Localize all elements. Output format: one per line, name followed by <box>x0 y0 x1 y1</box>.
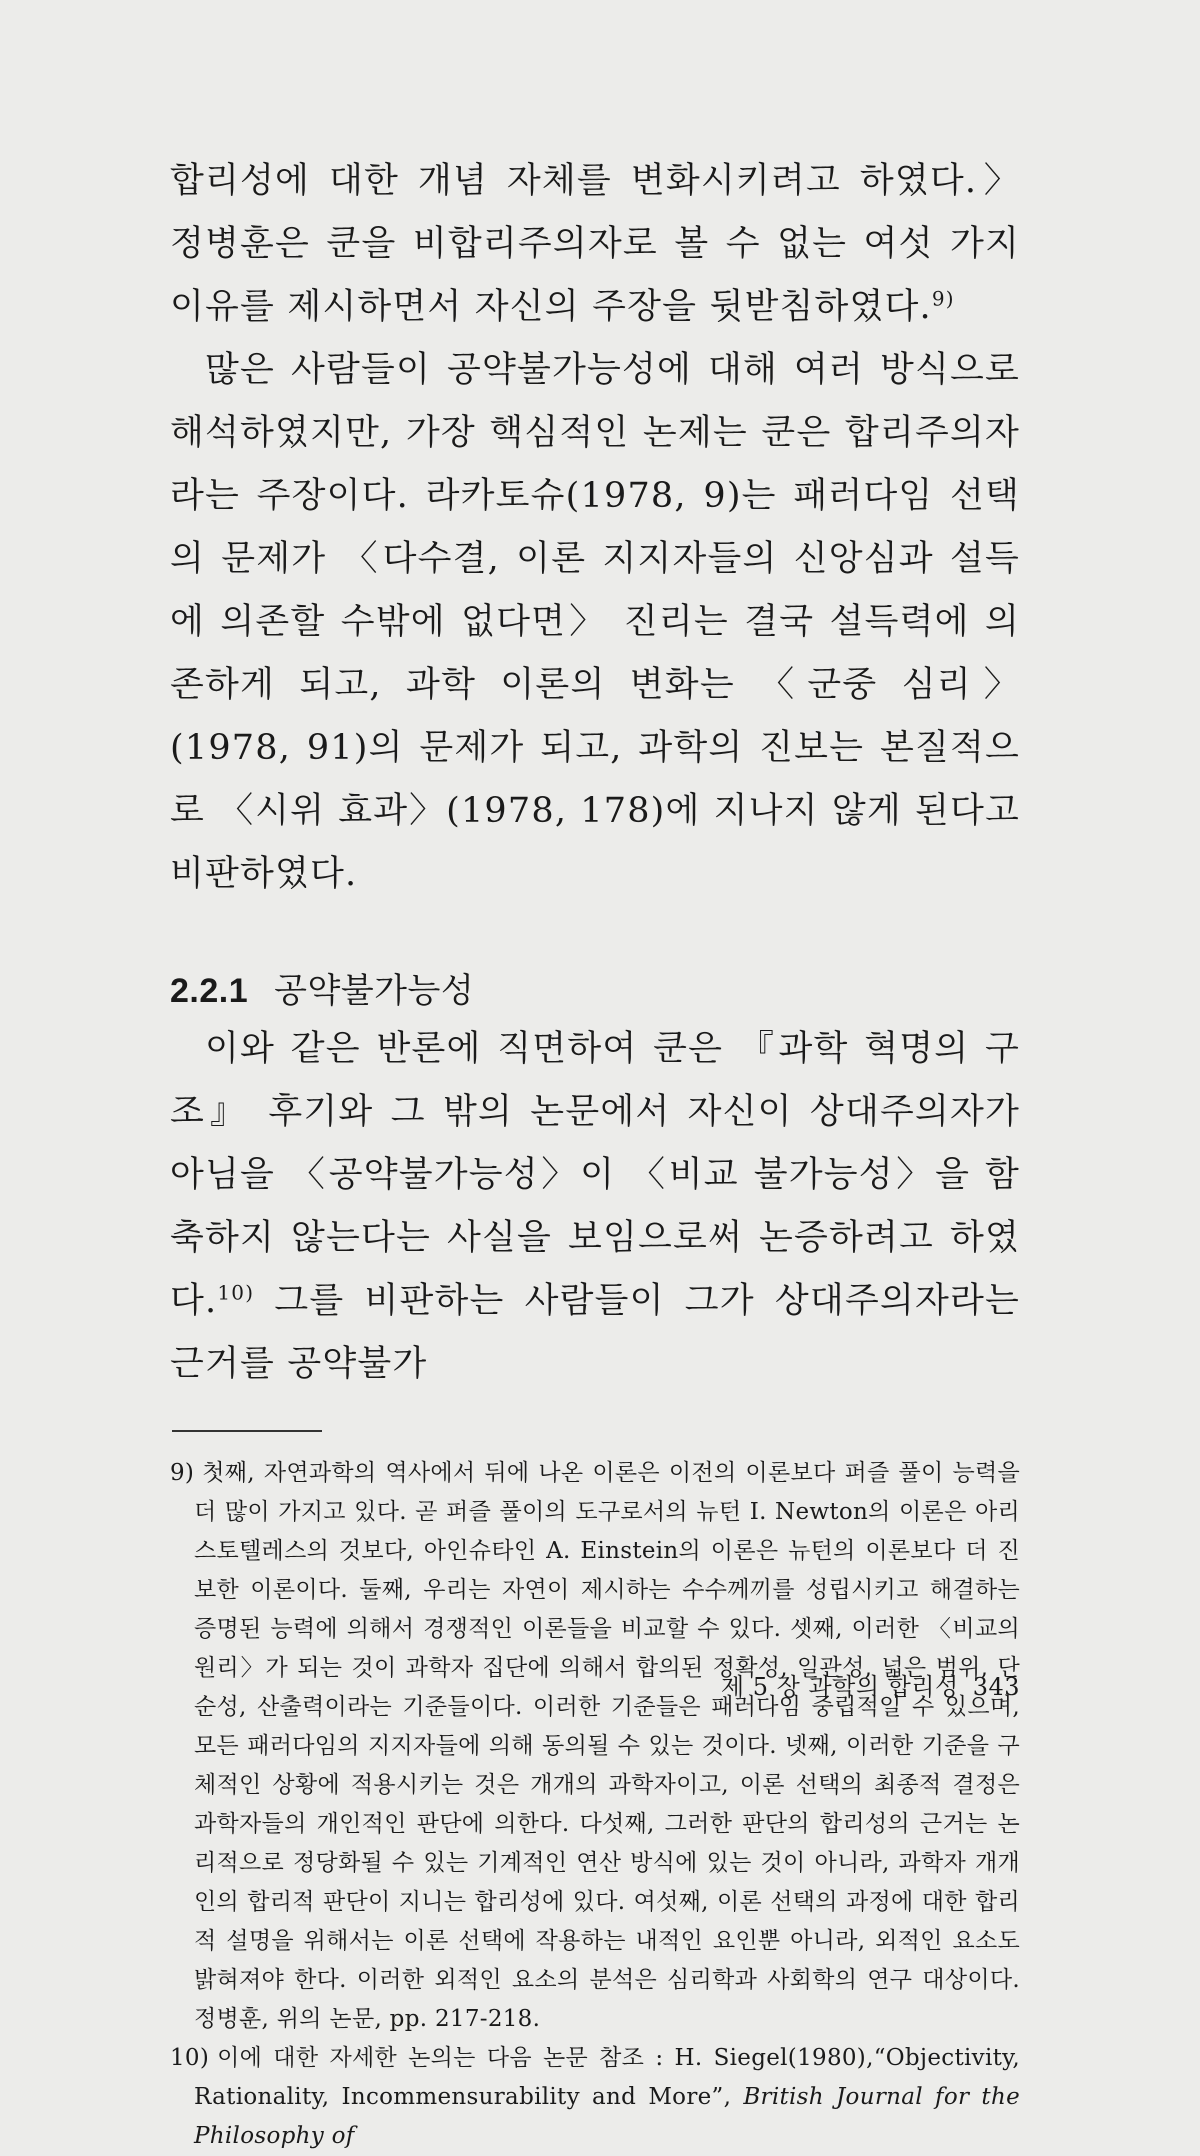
body-paragraph-1-text: 합리성에 대한 개념 자체를 변화시키려고 하였다.〉 정병훈은 쿤을 비합리주의자로 볼 수 없는 여섯 가지 이유를 제시하면서 자신의 주장을 뒷받침하였다. <box>170 161 1020 327</box>
footnote-divider <box>172 1430 322 1432</box>
footnote-10 <box>170 2039 1020 2156</box>
footnote-10-text: 이에 대한 자세한 논의는 다음 논문 참조 : H. Siegel(1980),“Objectivity, Rationality, Incommensurability and More”, <box>194 2045 1020 2110</box>
section-paragraph-text-a: 이와 같은 반론에 직면하여 쿤은 『과학 혁명의 구조』 후기와 그 밖의 논문에서 자신이 상대주의자가 아님을 〈공약불가능성〉이 〈비교 불가능성〉을 함축하지 않는다는 사실을 보임으로써 논증하려고 하였다. <box>170 1029 1020 1321</box>
section-title: 공약불가능성 <box>274 971 475 1011</box>
page-footer <box>721 1672 1020 1702</box>
body-paragraph-1 <box>170 150 1020 339</box>
section-number: 2.2.1 <box>170 972 249 1010</box>
footnote-10-mark: 10) <box>170 2045 210 2071</box>
footnote-ref-9: 9) <box>931 286 955 311</box>
footnote-9 <box>170 1454 1020 2039</box>
section-heading <box>170 966 1020 1016</box>
footnote-9-mark: 9) <box>170 1460 195 1486</box>
footnote-9-text: 첫째, 자연과학의 역사에서 뒤에 나온 이론은 이전의 이론보다 퍼즐 풀이 능력을 더 많이 가지고 있다. 곧 퍼즐 풀이의 도구로서의 뉴턴 I. Newton의 이론은 아리스토텔레스의 것보다, 아인슈타인 A. Einstein의 이론은 뉴턴의 이론보다 더 진보한 이론이다. 둘째, 우리는 자연이 제시하는 수수께끼를 성립시키고 해결하는 증명된 능력에 의해서 경쟁적인 이론들을 비교할 수 있다. 셋째, 이러한 〈비교의 원리〉가 되는 것이 과학자 집단에 의해서 합의된 정확성, 일관성, 넓은 범위, 단순성, 산출력이라는 기준들이다. 이러한 기준들은 패러다임 중립적일 수 있으며, 모든 패러다임의 지지자들에 의해 동의될 수 있는 것이다. 넷째, 이러한 기준을 구체적인 상황에 적용시키는 것은 개개의 과학자이고, 이론 선택의 최종적 결정은 과학자들의 개인적인 판단에 의한다. 다섯째, 그러한 판단의 합리성의 근거는 논리적으로 정당화될 수 있는 기계적인 연산 방식에 있는 것이 아니라, 과학자 개개인의 합리적 판단이 지니는 합리성에 있다. 여섯째, 이론 선택의 과정에 대한 합리적 설명을 위해서는 이론 선택에 작용하는 내적인 요인뿐 아니라, 외적인 요소도 밝혀져야 한다. 이러한 외적인 요소의 분석은 심리학과 사회학의 연구 대상이다. 정병훈, 위의 논문, pp. 217-218. <box>194 1460 1021 2032</box>
running-footer-chapter: 제 5 장 과학의 합리성 <box>720 1673 959 1701</box>
footnote-10-journal: British Journal for the Philosophy of <box>194 2084 1020 2149</box>
page-number: 343 <box>972 1673 1020 1701</box>
section-paragraph <box>170 1018 1020 1396</box>
footnote-ref-10: 10) <box>217 1280 255 1305</box>
body-paragraph-2: 많은 사람들이 공약불가능성에 대해 여러 방식으로 해석하였지만, 가장 핵심적인 논제는 쿤은 합리주의자라는 주장이다. 라카토슈(1978, 9)는 패러다임 선택의 문제가 〈다수결, 이론 지지자들의 신앙심과 설득에 의존할 수밖에 없다면〉 진리는 결국 설득력에 의존하게 되고, 과학 이론의 변화는 〈군중 심리〉(1978, 91)의 문제가 되고, 과학의 진보는 본질적으로 〈시위 효과〉(1978, 178)에 지나지 않게 된다고 비판하였다. <box>170 350 1020 894</box>
section-paragraph-text-b: 그를 비판하는 사람들이 그가 상대주의자라는 근거를 공약불가 <box>170 1281 1020 1384</box>
